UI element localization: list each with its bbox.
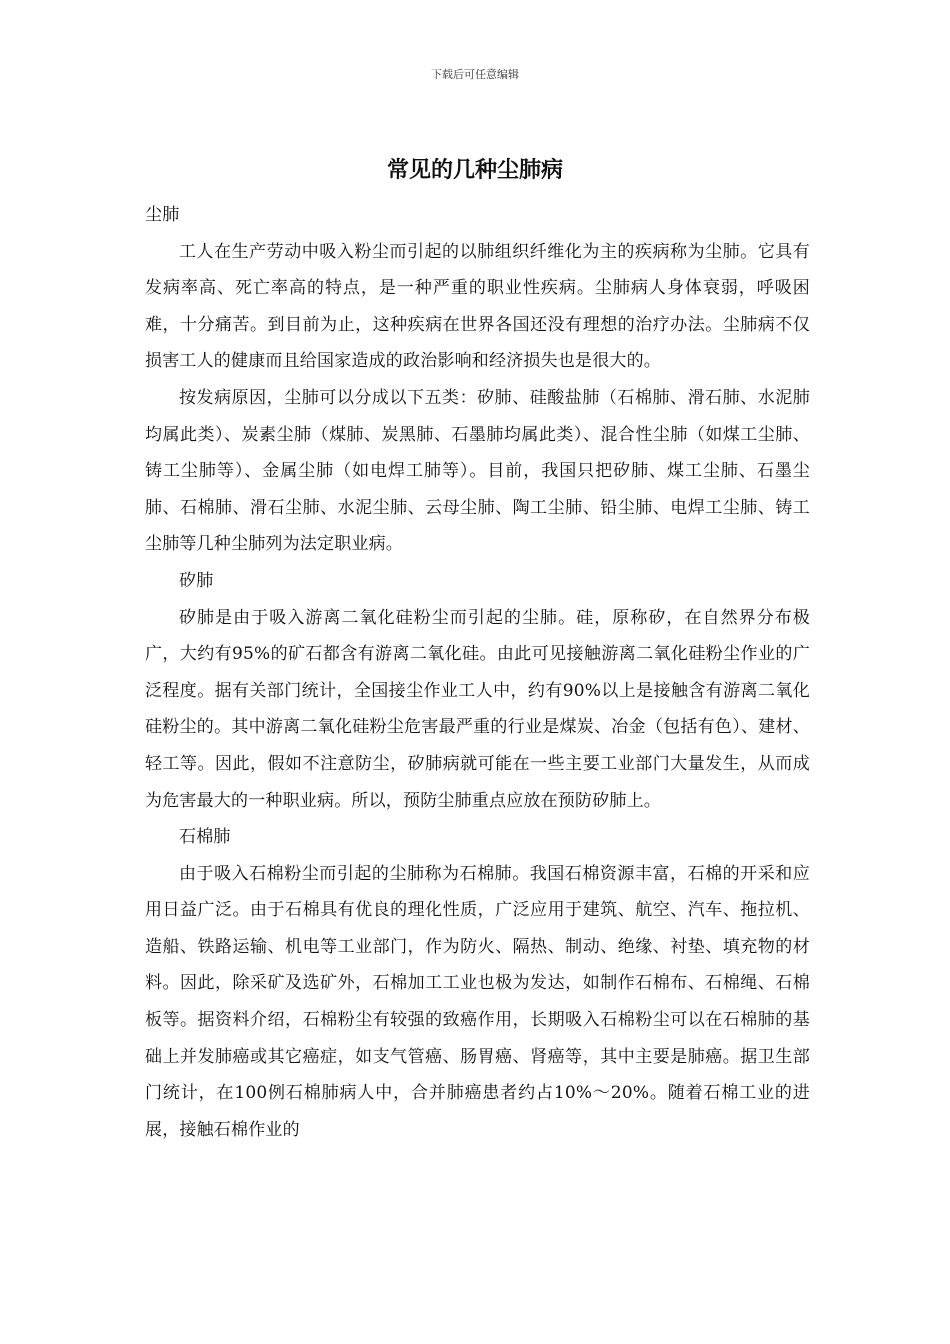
document-body <box>145 197 810 1148</box>
header-note: 下载后可任意编辑 <box>431 68 519 81</box>
paragraph-xifei: 矽肺是由于吸入游离二氧化硅粉尘而引起的尘肺。硅，原称矽，在自然界分布极广，大约有95%的矿石都含有游离二氧化硅。由此可见接触游离二氧化硅粉尘作业的广泛程度。据有关部门统计，全国接尘作业工人中，约有90%以上是接触含有游离二氧化硅粉尘的。其中游离二氧化硅粉尘危害最严重的行业是煤炭、冶金（包括有色）、建材、轻工等。因此，假如不注意防尘，矽肺病就可能在一些主要工业部门大量发生，从而成为危害最大的一种职业病。所以，预防尘肺重点应放在预防矽肺上。 <box>145 607 810 811</box>
paragraph-chenfei-definition: 工人在生产劳动中吸入粉尘而引起的以肺组织纤维化为主的疾病称为尘肺。它具有发病率高、死亡率高的特点，是一种严重的职业性疾病。尘肺病人身体衰弱，呼吸困难，十分痛苦。到目前为止，这种疾病在世界各国还没有理想的治疗办法。尘肺病不仅损害工人的健康而且给国家造成的政治影响和经济损失也是很大的。 <box>145 241 810 372</box>
section-heading-xifei: 矽肺 <box>179 570 214 591</box>
section-heading-chenfei: 尘肺 <box>145 205 180 225</box>
section-heading-shimianfei: 石棉肺 <box>179 827 231 848</box>
paragraph-chenfei-classification: 按发病原因，尘肺可以分成以下五类：矽肺、硅酸盐肺（石棉肺、滑石肺、水泥肺均属此类）、炭素尘肺（煤肺、炭黑肺、石墨肺均属此类）、混合性尘肺（如煤工尘肺、铸工尘肺等）、金属尘肺（如电焊工肺等）。目前，我国只把矽肺、煤工尘肺、石墨尘肺、石棉肺、滑石尘肺、水泥尘肺、云母尘肺、陶工尘肺、铅尘肺、电焊工尘肺、铸工尘肺等几种尘肺列为法定职业病。 <box>145 387 810 555</box>
paragraph-shimianfei: 由于吸入石棉粉尘而引起的尘肺称为石棉肺。我国石棉资源丰富，石棉的开采和应用日益广泛。由于石棉具有优良的理化性质，广泛应用于建筑、航空、汽车、拖拉机、造船、铁路运输、机电等工业部门，作为防火、隔热、制动、绝缘、衬垫、填充物的材料。因此，除采矿及选矿外，石棉加工工业也极为发达，如制作石棉布、石棉绳、石棉板等。据资料介绍，石棉粉尘有较强的致癌作用，长期吸入石棉粉尘可以在石棉肺的基础上并发肺癌或其它癌症，如支气管癌、肠胃癌、肾癌等，其中主要是肺癌。据卫生部门统计，在100例石棉肺病人中，合并肺癌患者约占10%～20%。随着石棉工业的进展，接触石棉作业的 <box>145 863 810 1140</box>
page-title: 常见的几种尘肺病 <box>386 157 563 183</box>
